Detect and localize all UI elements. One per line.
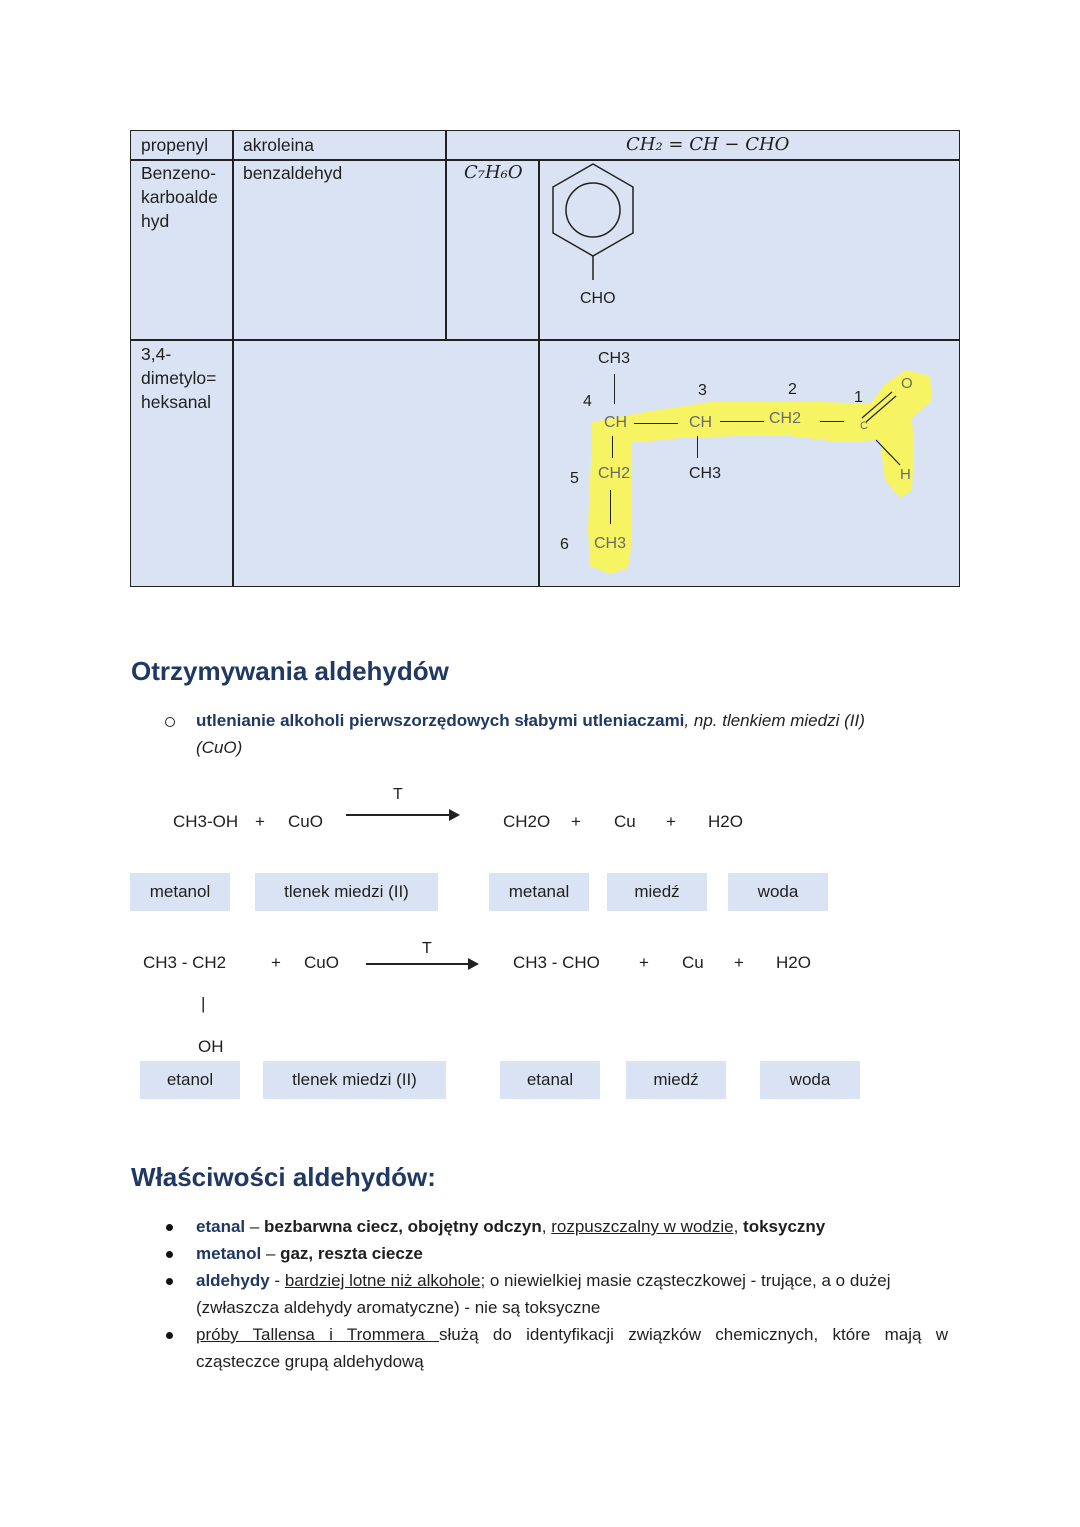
comma: , [733, 1217, 744, 1236]
property-aldehydes-line2: (zwłaszcza aldehydy aromatyczne) - nie są toksyczne [196, 1298, 601, 1317]
table-cell-formula: C₇H₆O [464, 162, 523, 183]
reactant-ethanol: CH3 - CH2 [143, 953, 227, 972]
table-col-divider [232, 131, 234, 586]
table-cell-name-line: 3,4- [141, 344, 172, 364]
bond [720, 421, 764, 422]
metanol-props: gaz, reszta ciecze [280, 1244, 423, 1263]
table-cell-common: benzaldehyd [243, 163, 343, 183]
plus-sign: + [666, 812, 676, 831]
label-water: woda [760, 1061, 860, 1099]
aldehyde-group-label: CHO [580, 290, 616, 307]
dash: – [261, 1244, 281, 1263]
bond [697, 436, 698, 458]
label-ethanol: etanol [140, 1061, 240, 1099]
label-water: woda [728, 873, 828, 911]
struct-ch3-sub: CH3 [689, 465, 722, 482]
bullet-icon [166, 1251, 173, 1258]
bond [610, 490, 611, 524]
product-methanal: CH2O [503, 812, 551, 831]
reactant-cuo: CuO [304, 953, 339, 972]
label-copper-oxide: tlenek miedzi (II) [255, 873, 438, 911]
bullet-icon [166, 1278, 173, 1285]
term-etanal: etanal [196, 1217, 246, 1236]
carbon-number: 5 [570, 470, 579, 487]
tests-description: służą do identyfikacji związków chemicznych, które mają w [438, 1325, 948, 1344]
product-ethanal: CH3 - CHO [513, 953, 600, 972]
struct-c4: CH [604, 414, 628, 431]
struct-oxygen: O [901, 375, 913, 392]
label-copper: miedź [607, 873, 707, 911]
aldehydes-volatility: bardziej lotne niż alkohole [284, 1271, 481, 1290]
table-cell-name-line: hyd [141, 211, 170, 231]
cuo-formula: (CuO) [196, 738, 243, 757]
bond [820, 421, 844, 422]
label-copper-oxide: tlenek miedzi (II) [263, 1061, 446, 1099]
comma: , [541, 1217, 552, 1236]
struct-c6: CH3 [594, 535, 627, 552]
benzene-ring [545, 160, 640, 285]
temperature-label: T [393, 786, 403, 803]
etanal-solubility: rozpuszczalny w wodzie [551, 1217, 734, 1236]
term-metanol: metanol [196, 1244, 262, 1263]
property-metanol [196, 1240, 956, 1267]
ethanol-bond: | [201, 994, 206, 1013]
dash: - [269, 1271, 285, 1290]
section-title-properties: Właściwości aldehydów: [131, 1162, 436, 1192]
table-cell-name-line: dimetylo= [141, 368, 217, 388]
table-col-divider [445, 131, 447, 339]
struct-hydrogen: H [900, 466, 911, 483]
label-methanal: metanal [489, 873, 589, 911]
reaction-arrow-icon [366, 963, 477, 965]
struct-c5: CH2 [598, 465, 631, 482]
table-cell-name-line: karboalde [141, 187, 218, 207]
struct-ch3-top: CH3 [598, 350, 631, 367]
struct-c3: CH [689, 414, 713, 431]
carbon-number: 6 [560, 536, 569, 553]
struct-c2: CH2 [769, 410, 802, 427]
product-water: H2O [708, 812, 743, 831]
etanal-toxicity: toksyczny [743, 1217, 826, 1236]
carbon-number: 3 [698, 382, 707, 399]
plus-sign: + [571, 812, 581, 831]
property-tests [196, 1321, 948, 1348]
section-title-preparation: Otrzymywania aldehydów [131, 656, 449, 686]
label-copper: miedź [626, 1061, 726, 1099]
bond [634, 423, 678, 424]
carbon-number: 2 [788, 381, 797, 398]
method-example-line2 [196, 734, 242, 761]
label-ethanal: etanal [500, 1061, 600, 1099]
bullet-icon [165, 717, 175, 727]
table-cell-name: propenyl [141, 135, 209, 155]
product-copper: Cu [614, 812, 636, 831]
plus-sign: + [255, 812, 265, 831]
product-water: H2O [776, 953, 811, 972]
bullet-icon [166, 1332, 173, 1339]
term-aldehydy: aldehydy [196, 1271, 270, 1290]
aldehydes-toxicity: ; o niewielkiej masie cząsteczkowej - trujące, a o dużej [480, 1271, 891, 1290]
carbon-number: 4 [583, 393, 592, 410]
bond [612, 436, 613, 458]
bond [614, 374, 615, 404]
reactant-cuo: CuO [288, 812, 323, 831]
tollens-trommer-tests: próby Tallensa i Trommera [196, 1325, 439, 1344]
dash: – [245, 1217, 265, 1236]
carbon-number: 1 [854, 389, 863, 406]
method-example: , np. tlenkiem miedzi (II) [684, 711, 865, 730]
property-etanal [196, 1213, 956, 1240]
table-cell-common: akroleina [243, 135, 315, 155]
reactant-methanol: CH3-OH [173, 812, 239, 831]
table-cell-name-line: Benzeno- [141, 163, 216, 183]
table-cell-name-line: heksanal [141, 392, 212, 412]
product-copper: Cu [682, 953, 704, 972]
preparation-description [196, 707, 956, 734]
table-cell-formula: CH₂ = CH − CHO [626, 134, 790, 155]
plus-sign: + [639, 953, 649, 972]
label-methanol: metanol [130, 873, 230, 911]
temperature-label: T [422, 940, 432, 957]
property-aldehydes [196, 1267, 956, 1294]
hydroxyl-group: OH [198, 1037, 224, 1056]
plus-sign: + [734, 953, 744, 972]
method-name: utlenianie alkoholi pierwszorzędowych słabymi utleniaczami [196, 711, 685, 730]
etanal-props: bezbarwna ciecz, obojętny odczyn [264, 1217, 542, 1236]
plus-sign: + [271, 953, 281, 972]
struct-carbon: C [860, 420, 868, 432]
bullet-icon [166, 1224, 173, 1231]
reaction-arrow-icon [346, 814, 458, 816]
property-tests-line2: cząsteczce grupą aldehydową [196, 1352, 424, 1371]
